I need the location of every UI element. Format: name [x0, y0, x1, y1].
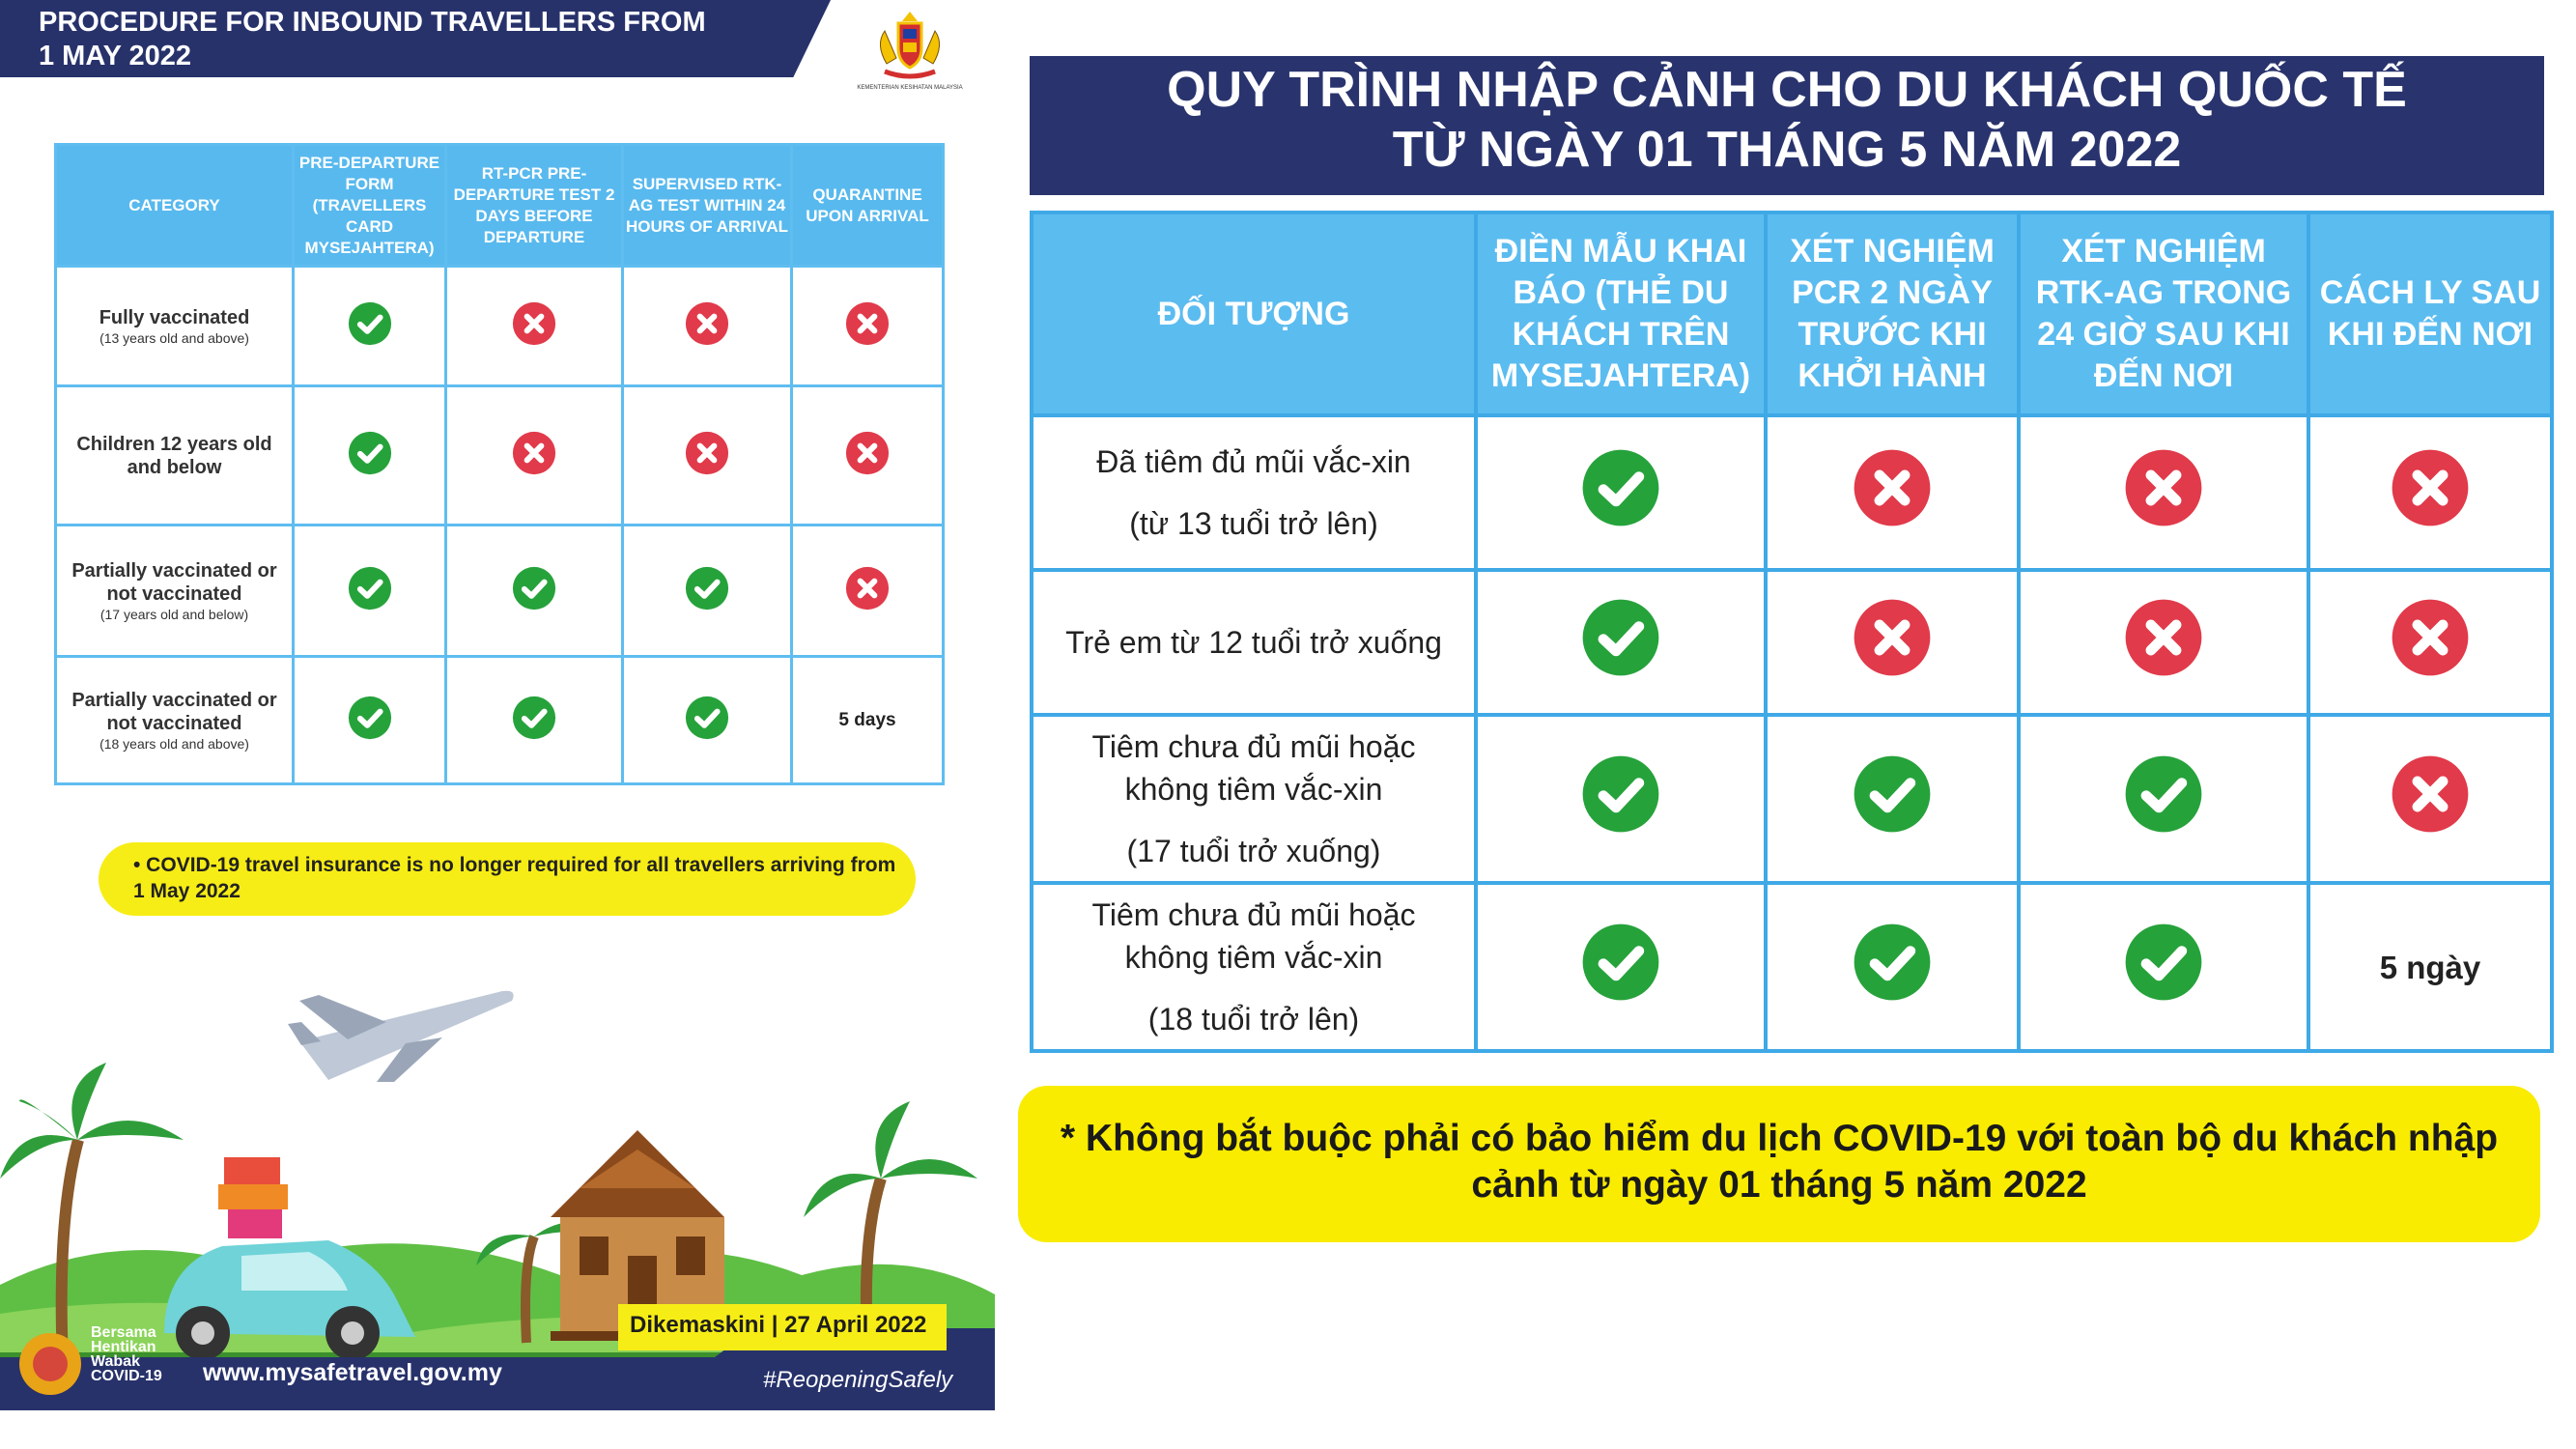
crest-caption: KEMENTERIAN KESIHATAN MALAYSIA: [857, 85, 963, 91]
check-icon: [2124, 754, 2203, 834]
check-icon: [348, 301, 392, 346]
status-cell: [446, 526, 623, 657]
header-category: ĐỐI TƯỢNG: [1032, 213, 1476, 415]
check-icon: [1581, 923, 1660, 1002]
check-icon: [512, 566, 556, 611]
check-icon: [348, 431, 392, 475]
status-cell: [294, 267, 446, 386]
status-cell: [623, 526, 792, 657]
status-cell: [1476, 715, 1766, 883]
check-icon: [1581, 448, 1660, 527]
status-cell: [294, 386, 446, 526]
cross-icon: [1853, 448, 1932, 527]
check-icon: [512, 696, 556, 740]
table-row: [56, 526, 944, 657]
cross-icon: [845, 431, 890, 475]
status-cell: [294, 526, 446, 657]
row-category: Partially vaccinated or not vaccinated (18 years old and above): [56, 657, 294, 784]
status-cell: [2019, 570, 2308, 715]
cross-icon: [512, 431, 556, 475]
check-icon: [1581, 598, 1660, 677]
header-pre-departure-form: PRE-DEPARTURE FORM (TRAVELLERS CARD MYSEJAHTERA): [294, 145, 446, 267]
vietnamese-title: [1030, 60, 2544, 180]
malaysia-coat-of-arms-icon: [856, 6, 964, 93]
table-row: [1032, 715, 2552, 883]
header-category: CATEGORY: [56, 145, 294, 267]
airplane-icon: [288, 991, 514, 1082]
campaign-line: Wabak: [91, 1353, 140, 1370]
cross-icon: [512, 301, 556, 346]
status-cell: [623, 386, 792, 526]
check-icon: [348, 696, 392, 740]
cross-icon: [2391, 448, 2470, 527]
status-cell: [792, 386, 944, 526]
table-row: [1032, 415, 2552, 570]
status-cell: [446, 386, 623, 526]
status-cell: [792, 267, 944, 386]
cross-icon: [2124, 448, 2203, 527]
header-rt-pcr: XÉT NGHIỆM PCR 2 NGÀY TRƯỚC KHI KHỞI HÀNH: [1766, 213, 2019, 415]
status-cell: [792, 526, 944, 657]
status-cell: [294, 657, 446, 784]
english-title-line-2: 1 MAY 2022: [39, 41, 192, 71]
quarantine-duration: 5 ngày: [2379, 950, 2481, 986]
status-cell: [2308, 715, 2552, 883]
status-cell: [1476, 883, 1766, 1051]
row-category: Children 12 years old and below: [56, 386, 294, 526]
website-link[interactable]: www.mysafetravel.gov.my: [203, 1359, 502, 1386]
table-row: [1032, 883, 2552, 1051]
campaign-line: Bersama: [91, 1324, 156, 1341]
updated-text: Dikemaskini | 27 April 2022: [630, 1312, 927, 1338]
status-cell: [1766, 715, 2019, 883]
english-procedure-table: [54, 143, 945, 785]
status-cell: [2019, 415, 2308, 570]
campaign-line: Hentikan: [91, 1339, 156, 1355]
table-header-row: [1032, 213, 2552, 415]
updated-label: Dikemaskini: [630, 1312, 766, 1338]
cross-icon: [685, 431, 729, 475]
status-cell: [2019, 715, 2308, 883]
status-cell: [1766, 883, 2019, 1051]
cross-icon: [685, 301, 729, 346]
vietnamese-insurance-note: * Không bắt buộc phải có bảo hiểm du lịch COVID-19 với toàn bộ du khách nhập cảnh từ ngày 01 tháng 5 năm 2022: [1060, 1118, 2499, 1206]
table-row: [56, 267, 944, 386]
table-row: [56, 657, 944, 784]
status-cell: [446, 657, 623, 784]
campaign-logo-text: [91, 1325, 162, 1383]
quarantine-duration: 5 days: [838, 710, 896, 731]
status-cell: [1766, 570, 2019, 715]
updated-date: 27 April 2022: [784, 1312, 927, 1338]
header-quarantine: CÁCH LY SAU KHI ĐẾN NƠI: [2308, 213, 2552, 415]
status-cell: [2019, 883, 2308, 1051]
row-category: Fully vaccinated (13 years old and above): [56, 267, 294, 386]
check-icon: [2124, 923, 2203, 1002]
status-cell: [2308, 883, 2552, 1051]
row-category: Tiêm chưa đủ mũi hoặc không tiêm vắc-xin (17 tuổi trở xuống): [1032, 715, 1476, 883]
cross-icon: [2124, 598, 2203, 677]
header-rt-pcr: RT-PCR PRE-DEPARTURE TEST 2 DAYS BEFORE DEPARTURE: [446, 145, 623, 267]
status-cell: [623, 657, 792, 784]
cross-icon: [2391, 598, 2470, 677]
header-pre-departure-form: ĐIỀN MẪU KHAI BÁO (THẺ DU KHÁCH TRÊN MYSEJAHTERA): [1476, 213, 1766, 415]
english-title: [39, 6, 706, 73]
status-cell: [2308, 570, 2552, 715]
table-row: [56, 386, 944, 526]
check-icon: [685, 566, 729, 611]
status-cell: [792, 657, 944, 784]
status-cell: [2308, 415, 2552, 570]
cross-icon: [1853, 598, 1932, 677]
vietnamese-title-line-2: TỪ NGÀY 01 THÁNG 5 NĂM 2022: [1392, 122, 2182, 178]
vietnamese-procedure-table: [1030, 211, 2554, 1053]
status-cell: [1476, 570, 1766, 715]
check-icon: [685, 696, 729, 740]
status-cell: [446, 267, 623, 386]
check-icon: [348, 566, 392, 611]
cross-icon: [845, 566, 890, 611]
row-category: Trẻ em từ 12 tuổi trở xuống: [1032, 570, 1476, 715]
row-category: Đã tiêm đủ mũi vắc-xin (từ 13 tuổi trở lên): [1032, 415, 1476, 570]
row-category: Partially vaccinated or not vaccinated (17 years old and below): [56, 526, 294, 657]
header-rtk-ag: SUPERVISED RTK-AG TEST WITHIN 24 HOURS OF ARRIVAL: [623, 145, 792, 267]
vietnamese-title-line-1: QUY TRÌNH NHẬP CẢNH CHO DU KHÁCH QUỐC TẾ: [1167, 62, 2407, 118]
check-icon: [1853, 923, 1932, 1002]
table-row: [1032, 570, 2552, 715]
check-icon: [1581, 754, 1660, 834]
hashtag: #ReopeningSafely: [763, 1367, 953, 1393]
table-header-row: [56, 145, 944, 267]
status-cell: [623, 267, 792, 386]
english-title-line-1: PROCEDURE FOR INBOUND TRAVELLERS FROM: [39, 7, 706, 38]
campaign-line: COVID-19: [91, 1368, 162, 1384]
header-rtk-ag: XÉT NGHIỆM RTK-AG TRONG 24 GIỜ SAU KHI ĐẾN NƠI: [2019, 213, 2308, 415]
cross-icon: [845, 301, 890, 346]
cross-icon: [2391, 754, 2470, 834]
check-icon: [1853, 754, 1932, 834]
status-cell: [1766, 415, 2019, 570]
row-category: Tiêm chưa đủ mũi hoặc không tiêm vắc-xin (18 tuổi trở lên): [1032, 883, 1476, 1051]
insurance-note: • COVID-19 travel insurance is no longer required for all travellers arriving from 1 May 2022: [133, 854, 896, 902]
english-infographic: [0, 0, 995, 1410]
status-cell: [1476, 415, 1766, 570]
header-quarantine: QUARANTINE UPON ARRIVAL: [792, 145, 944, 267]
